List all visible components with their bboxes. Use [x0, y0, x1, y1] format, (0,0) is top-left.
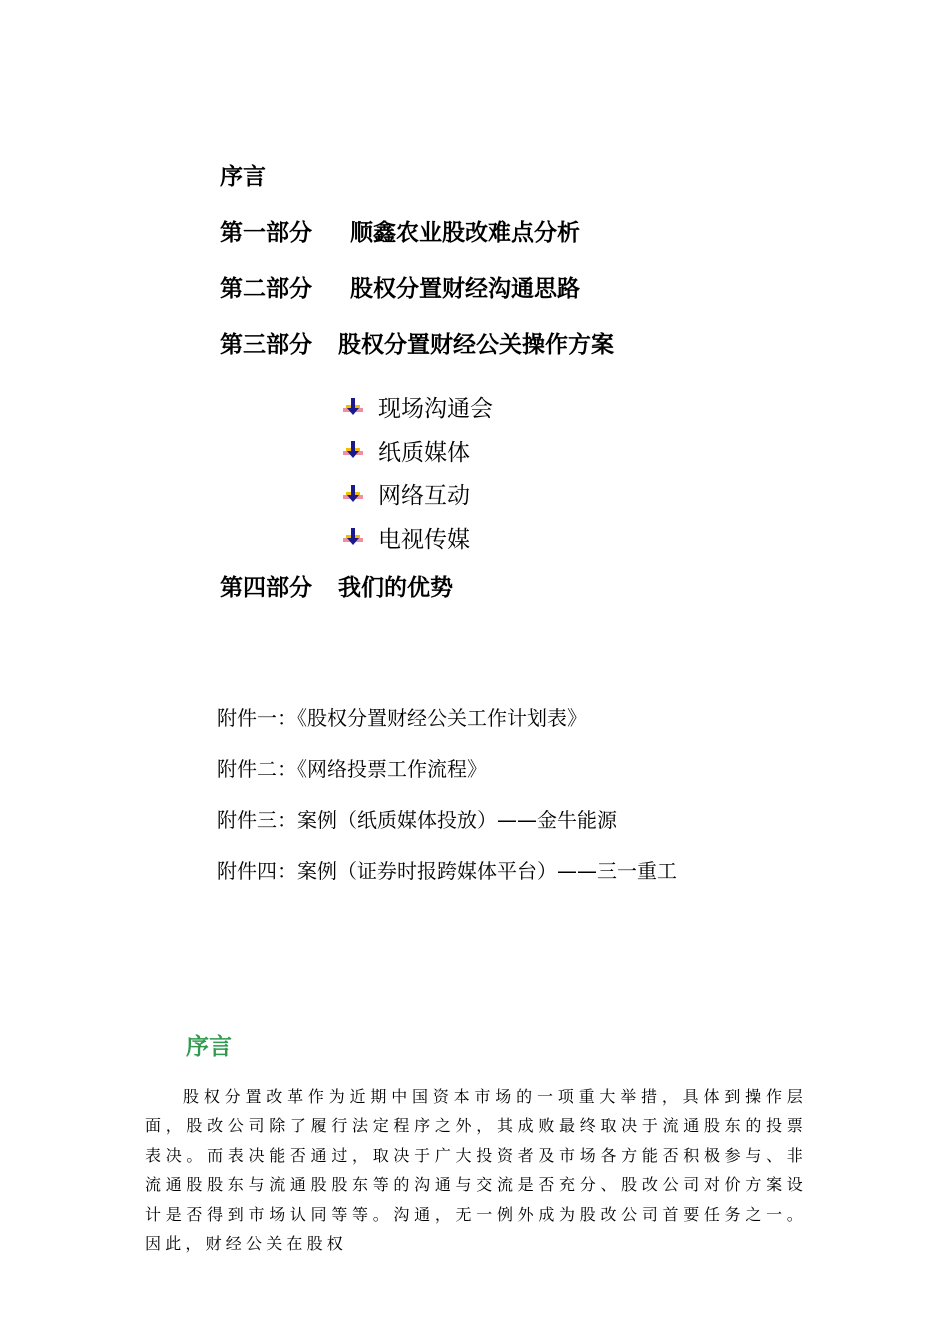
down-arrow-bullet-icon	[342, 439, 364, 461]
toc-part-1	[220, 218, 580, 248]
toc-part-2	[220, 274, 580, 304]
appendix-item-4: 附件四：案例（证券时报跨媒体平台）——三一重工	[217, 859, 677, 883]
preface-paragraph: 股权分置改革作为近期中国资本市场的一项重大举措，具体到操作层面，股改公司除了履行法定程序之外，其成败最终取决于流通股东的投票表决。而表决能否通过，取决于广大投资者及市场各方能否积极参与、非流通股股东与流通股股东等的沟通与交流是否充分、股改公司对价方案设计是否得到市场认同等等。沟通，无一例外成为股改公司首要任务之一。因此，财经公关在股权	[145, 1087, 807, 1254]
sub-item-label: 电视传媒	[378, 526, 470, 553]
toc-part-title: 顺鑫农业股改难点分析	[350, 220, 580, 246]
section-title: 序言	[186, 1034, 232, 1060]
toc-preface: 序言	[220, 164, 266, 190]
down-arrow-bullet-icon	[342, 526, 364, 548]
toc-part-title: 股权分置财经公关操作方案	[338, 332, 614, 358]
toc-part-3	[220, 330, 614, 360]
toc-sub-list	[342, 385, 493, 559]
toc-part-title: 股权分置财经沟通思路	[350, 276, 580, 302]
appendix-item-3: 附件三：案例（纸质媒体投放）——金牛能源	[217, 808, 617, 832]
toc-part-number: 第一部分	[220, 220, 312, 246]
toc-part-number: 第四部分	[220, 575, 312, 601]
sub-item-label: 纸质媒体	[378, 439, 470, 466]
toc-part-number: 第三部分	[220, 332, 312, 358]
sub-item-label: 网络互动	[378, 483, 470, 510]
sub-item-label: 现场沟通会	[378, 396, 493, 423]
down-arrow-bullet-icon	[342, 483, 364, 505]
list-item	[342, 472, 493, 516]
list-item	[342, 516, 493, 560]
down-arrow-bullet-icon	[342, 396, 364, 418]
toc-part-number: 第二部分	[220, 276, 312, 302]
list-item	[342, 385, 493, 429]
list-item	[342, 429, 493, 473]
toc-part-4	[220, 573, 453, 603]
toc-part-title: 我们的优势	[338, 575, 453, 601]
appendix-item-1: 附件一：《股权分置财经公关工作计划表》	[217, 706, 587, 730]
appendix-item-2: 附件二：《网络投票工作流程》	[217, 757, 487, 781]
